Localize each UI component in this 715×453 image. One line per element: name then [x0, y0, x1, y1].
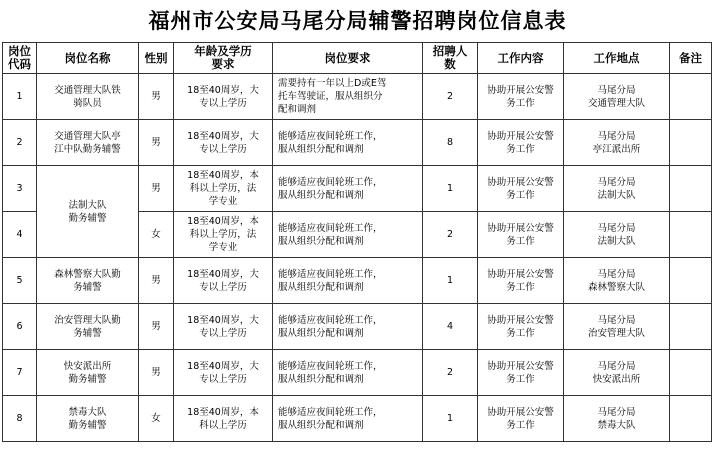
table-row — [3, 74, 712, 120]
cell-requirements-line: 能够适应夜间轮班工作， — [278, 176, 383, 188]
cell-requirements-line: 托车驾驶证，服从组织分 — [278, 91, 383, 102]
cell-location — [564, 304, 670, 350]
cell-code: 2 — [3, 120, 37, 166]
header-row — [3, 43, 712, 74]
header-gender: 性别 — [139, 43, 174, 74]
cell-content-line: 务工作 — [506, 143, 535, 155]
header-code — [3, 43, 37, 74]
cell-name-line: 治安管理大队勤 — [54, 314, 121, 326]
cell-requirements-line: 服从组织分配和调剂 — [278, 235, 364, 247]
cell-content-line: 务工作 — [506, 327, 535, 339]
cell-requirements — [273, 212, 423, 258]
cell-content — [478, 396, 564, 442]
cell-location — [564, 258, 670, 304]
cell-location-line: 亭江派出所 — [592, 143, 641, 155]
cell-requirements-line: 能够适应夜间轮班工作， — [278, 406, 383, 418]
cell-location-line: 马尾分局 — [597, 130, 636, 142]
cell-content-line: 协助开展公安警 — [487, 360, 554, 372]
cell-name-line: 务辅警 — [73, 281, 102, 293]
cell-age-edu-line: 18至40周岁，大 — [187, 360, 259, 372]
cell-code: 7 — [3, 350, 37, 396]
cell-requirements — [273, 304, 423, 350]
cell-age-edu — [174, 304, 273, 350]
cell-requirements — [273, 166, 423, 212]
header-requirements: 岗位要求 — [273, 43, 423, 74]
cell-code: 4 — [3, 212, 37, 258]
cell-age-edu — [174, 350, 273, 396]
cell-count: 1 — [423, 166, 478, 212]
cell-gender: 男 — [139, 74, 174, 120]
cell-name-line: 江中队勤务辅警 — [54, 143, 121, 155]
cell-count: 1 — [423, 258, 478, 304]
cell-requirements-line: 服从组织分配和调剂 — [278, 327, 364, 339]
cell-name-line: 禁毒大队 — [68, 406, 107, 418]
cell-gender: 男 — [139, 258, 174, 304]
table-row — [3, 350, 712, 396]
cell-age-edu-line: 18至40周岁，本 — [187, 216, 259, 227]
cell-age-edu-line: 18至40周岁，大 — [187, 130, 259, 142]
cell-content — [478, 350, 564, 396]
cell-count: 2 — [423, 212, 478, 258]
cell-remarks — [670, 396, 712, 442]
cell-name-line: 骑队员 — [73, 97, 102, 109]
header-count — [423, 43, 478, 74]
cell-count: 1 — [423, 396, 478, 442]
cell-age-edu — [174, 258, 273, 304]
cell-code: 8 — [3, 396, 37, 442]
cell-location-line: 禁毒大队 — [597, 419, 636, 431]
table-row — [3, 258, 712, 304]
cell-age-edu-line: 科以上学历，法 — [189, 229, 257, 240]
cell-age-edu — [174, 120, 273, 166]
header-content: 工作内容 — [478, 43, 564, 74]
cell-requirements — [273, 120, 423, 166]
cell-content-line: 协助开展公安警 — [487, 84, 554, 96]
cell-requirements-line: 配和调剂 — [278, 104, 317, 115]
cell-content-line: 协助开展公安警 — [487, 176, 554, 188]
cell-age-edu-line: 科以上学历，法 — [189, 183, 257, 194]
header-remarks: 备注 — [670, 43, 712, 74]
cell-content-line: 务工作 — [506, 419, 535, 431]
cell-requirements-line: 服从组织分配和调剂 — [278, 281, 364, 293]
cell-gender: 女 — [139, 212, 174, 258]
cell-age-edu-line: 18至40周岁，本 — [187, 170, 259, 181]
cell-requirements-line: 能够适应夜间轮班工作， — [278, 130, 383, 142]
cell-content-line: 协助开展公安警 — [487, 130, 554, 142]
cell-name — [37, 74, 139, 120]
page-title: 福州市公安局马尾分局辅警招聘岗位信息表 — [148, 9, 567, 33]
header-count-line: 数 — [444, 57, 456, 71]
cell-age-edu — [174, 166, 273, 212]
header-code-line: 代码 — [8, 57, 31, 71]
cell-name-line: 森林警察大队勤 — [54, 268, 121, 280]
cell-name — [37, 350, 139, 396]
cell-location-line: 马尾分局 — [597, 406, 636, 418]
cell-name — [37, 304, 139, 350]
cell-age-edu — [174, 74, 273, 120]
cell-age-edu-line: 18至40周岁，大 — [187, 268, 259, 280]
cell-content-line: 协助开展公安警 — [487, 406, 554, 418]
cell-location-line: 森林警察大队 — [587, 281, 645, 293]
cell-location-line: 法制大队 — [597, 189, 636, 201]
cell-location — [564, 212, 670, 258]
cell-requirements-line: 能够适应夜间轮班工作， — [278, 222, 383, 234]
cell-code: 1 — [3, 74, 37, 120]
cell-remarks — [670, 350, 712, 396]
cell-remarks — [670, 166, 712, 212]
table-header — [3, 43, 712, 74]
cell-content-line: 务工作 — [506, 281, 535, 293]
cell-location-line: 法制大队 — [597, 235, 636, 247]
cell-requirements-line: 能够适应夜间轮班工作， — [278, 314, 383, 326]
cell-location-line: 马尾分局 — [597, 268, 636, 280]
cell-location — [564, 350, 670, 396]
header-age-edu — [174, 43, 273, 74]
cell-content-line: 协助开展公安警 — [487, 222, 554, 234]
cell-name-line: 法制大队 — [68, 199, 107, 211]
cell-requirements-line: 服从组织分配和调剂 — [278, 189, 364, 201]
cell-requirements-line: 需要持有一年以上D或E驾 — [278, 78, 387, 89]
cell-content — [478, 258, 564, 304]
cell-location — [564, 74, 670, 120]
cell-content — [478, 166, 564, 212]
cell-code: 3 — [3, 166, 37, 212]
header-name: 岗位名称 — [37, 43, 139, 74]
cell-requirements-line: 能够适应夜间轮班工作， — [278, 268, 383, 280]
cell-location-line: 快安派出所 — [592, 373, 641, 385]
header-count-line: 招聘人 — [432, 44, 468, 58]
cell-name — [37, 120, 139, 166]
header-age-edu-line: 年龄及学历 — [194, 44, 252, 58]
positions-table — [2, 42, 712, 442]
cell-content — [478, 212, 564, 258]
header-age-edu-line: 要求 — [211, 57, 235, 71]
cell-content-line: 务工作 — [506, 235, 535, 247]
cell-location — [564, 120, 670, 166]
cell-requirements — [273, 350, 423, 396]
cell-location-line: 马尾分局 — [597, 360, 636, 372]
cell-age-edu — [174, 396, 273, 442]
cell-remarks — [670, 74, 712, 120]
cell-name-line: 勤务辅警 — [68, 419, 107, 431]
cell-name-line: 勤务辅警 — [68, 373, 107, 385]
cell-age-edu — [174, 212, 273, 258]
header-code-line: 岗位 — [8, 44, 31, 58]
cell-age-edu-line: 18至40周岁，大 — [187, 314, 259, 326]
cell-location-line: 交通管理大队 — [587, 97, 645, 109]
table-body — [3, 74, 712, 442]
cell-code: 6 — [3, 304, 37, 350]
cell-gender: 男 — [139, 304, 174, 350]
cell-name-line: 务辅警 — [73, 327, 102, 339]
cell-remarks — [670, 304, 712, 350]
cell-age-edu-line: 专以上学历 — [199, 143, 247, 155]
cell-location-line: 马尾分局 — [597, 314, 636, 326]
cell-content-line: 务工作 — [506, 189, 535, 201]
cell-requirements — [273, 74, 423, 120]
cell-code: 5 — [3, 258, 37, 304]
cell-name — [37, 396, 139, 442]
cell-name-line: 交通管理大队铁 — [54, 84, 121, 96]
cell-age-edu-line: 专以上学历 — [199, 373, 247, 385]
table-row — [3, 396, 712, 442]
cell-content — [478, 304, 564, 350]
cell-content-line: 协助开展公安警 — [487, 314, 554, 326]
cell-location-line: 马尾分局 — [597, 176, 636, 188]
table-row — [3, 120, 712, 166]
cell-name-line: 交通管理大队亭 — [54, 130, 121, 142]
cell-remarks — [670, 212, 712, 258]
cell-location — [564, 396, 670, 442]
table-row — [3, 166, 712, 212]
cell-requirements-line: 服从组织分配和调剂 — [278, 373, 364, 385]
cell-age-edu-line: 学专业 — [208, 196, 238, 207]
cell-requirements — [273, 396, 423, 442]
cell-gender: 男 — [139, 166, 174, 212]
cell-name-line: 勤务辅警 — [68, 212, 107, 224]
cell-name-line: 快安派出所 — [63, 360, 112, 372]
cell-remarks — [670, 120, 712, 166]
cell-requirements-line: 服从组织分配和调剂 — [278, 419, 364, 431]
cell-age-edu-line: 学专业 — [208, 242, 238, 253]
cell-gender: 女 — [139, 396, 174, 442]
cell-gender: 男 — [139, 120, 174, 166]
cell-count: 4 — [423, 304, 478, 350]
cell-content-line: 协助开展公安警 — [487, 268, 554, 280]
cell-name — [37, 258, 139, 304]
cell-age-edu-line: 科以上学历 — [199, 419, 247, 431]
cell-location — [564, 166, 670, 212]
cell-count: 8 — [423, 120, 478, 166]
cell-requirements-line: 能够适应夜间轮班工作， — [278, 360, 383, 372]
cell-age-edu-line: 18至40周岁，大 — [187, 84, 259, 96]
cell-content — [478, 120, 564, 166]
cell-location-line: 治安管理大队 — [587, 327, 645, 339]
cell-location-line: 马尾分局 — [597, 84, 636, 96]
table-row — [3, 304, 712, 350]
cell-content-line: 务工作 — [506, 373, 535, 385]
cell-age-edu-line: 专以上学历 — [199, 281, 247, 293]
cell-age-edu-line: 专以上学历 — [199, 327, 247, 339]
cell-count: 2 — [423, 74, 478, 120]
cell-content-line: 务工作 — [506, 97, 535, 109]
cell-gender: 男 — [139, 350, 174, 396]
cell-content — [478, 74, 564, 120]
cell-requirements — [273, 258, 423, 304]
cell-count: 2 — [423, 350, 478, 396]
cell-age-edu-line: 专以上学历 — [199, 97, 247, 109]
cell-requirements-line: 服从组织分配和调剂 — [278, 143, 364, 155]
cell-age-edu-line: 18至40周岁，本 — [187, 406, 259, 418]
cell-location-line: 马尾分局 — [597, 222, 636, 234]
cell-remarks — [670, 258, 712, 304]
header-location: 工作地点 — [564, 43, 670, 74]
cell-name — [37, 166, 139, 258]
